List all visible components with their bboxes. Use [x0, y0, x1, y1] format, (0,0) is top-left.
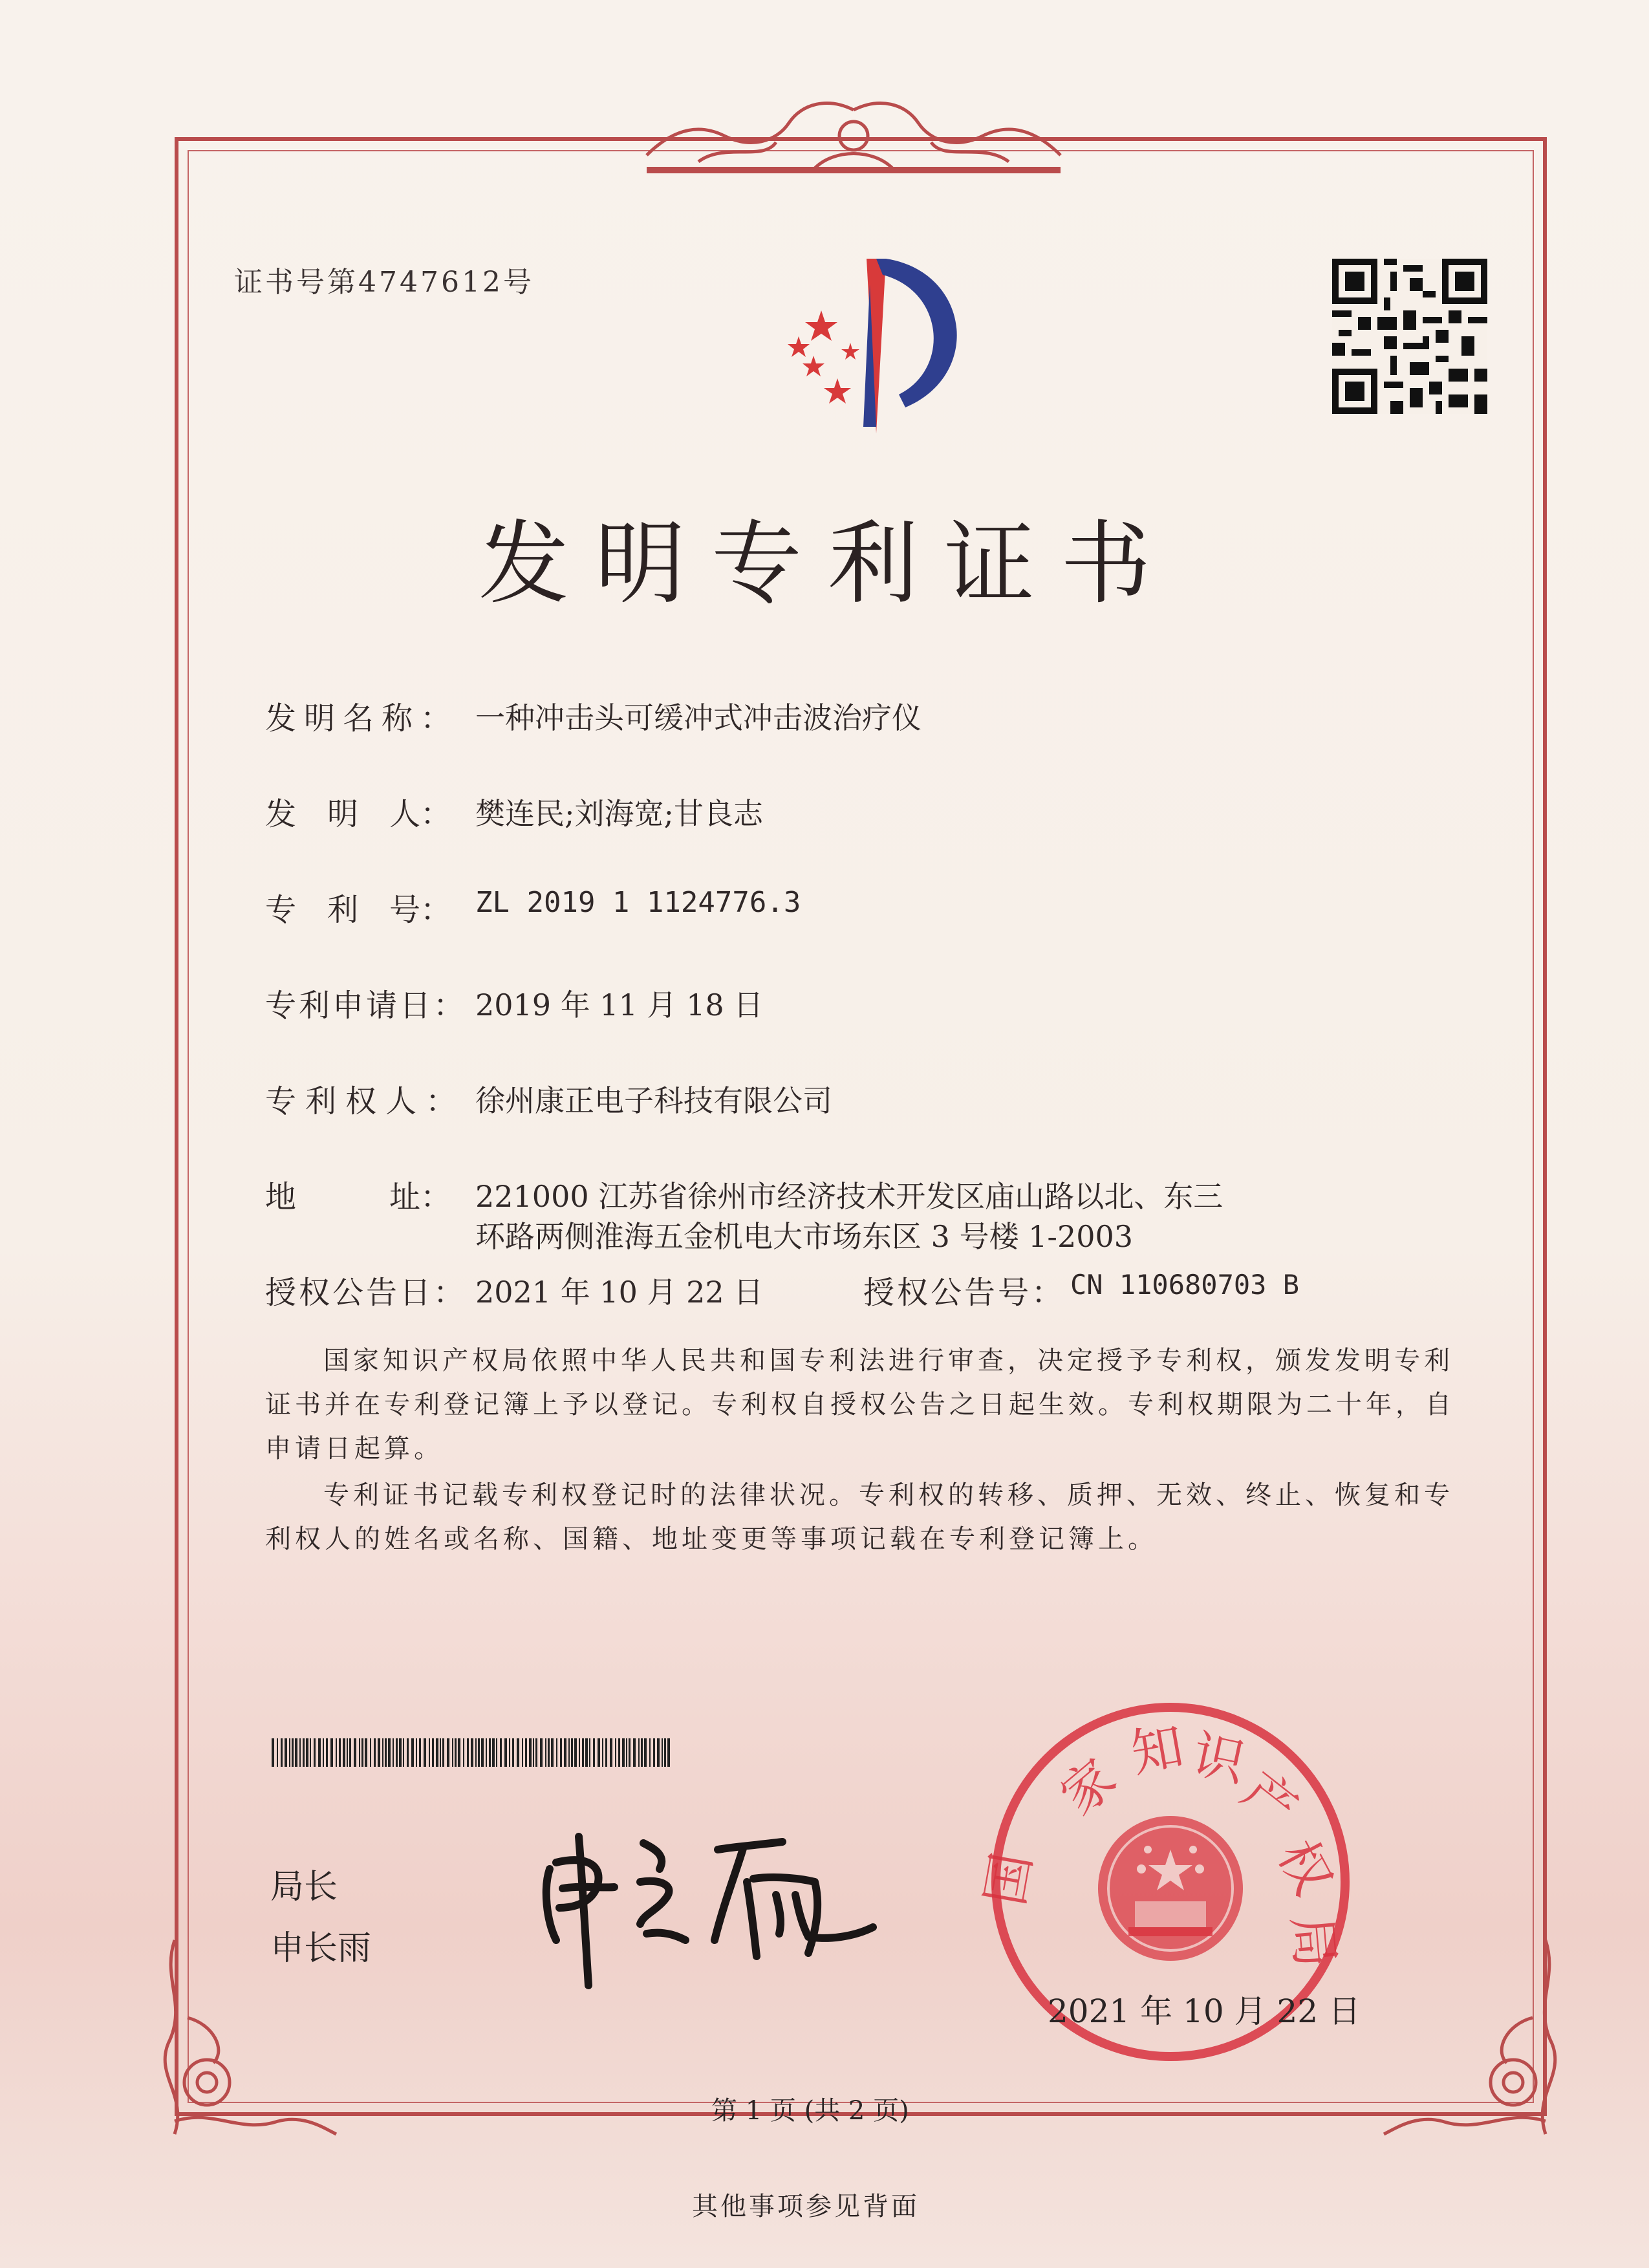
inventor-value: 樊连民;刘海宽;甘良志 [475, 796, 763, 831]
barcode-bar [393, 1738, 394, 1767]
barcode-bar [463, 1738, 464, 1767]
barcode-bar [378, 1738, 380, 1767]
barcode-bar [598, 1738, 600, 1767]
announcement-number-label: 授权公告号： [863, 1275, 1066, 1311]
barcode-bar [481, 1738, 484, 1767]
invention-name-label: 发明名称： [265, 700, 460, 737]
barcode-bar [458, 1738, 460, 1767]
barcode-bar [667, 1738, 670, 1767]
barcode-bar [416, 1738, 417, 1767]
barcode-bar [540, 1738, 543, 1767]
barcode-bar [512, 1738, 514, 1767]
director-name: 申长雨 [270, 1929, 372, 1968]
barcode-bar [517, 1738, 519, 1767]
address-label: 地 址： [265, 1179, 452, 1215]
barcode-bar [407, 1738, 409, 1767]
barcode-bar [347, 1738, 348, 1767]
barcode-bar [475, 1738, 477, 1767]
barcode-bar [281, 1738, 283, 1767]
barcode-icon [272, 1738, 673, 1767]
barcode-bar [432, 1738, 434, 1767]
barcode-bar [657, 1738, 660, 1767]
barcode-bar [339, 1738, 341, 1767]
barcode-bar [310, 1738, 311, 1767]
application-date-label: 专利申请日： [265, 988, 468, 1024]
application-date-value: 2019 年 11 月 18 日 [475, 988, 764, 1022]
paragraph-1-line-3: 申请日起算。 [265, 1434, 444, 1463]
bottom-right-ornament [1377, 1927, 1571, 2147]
seal-char-3: 识 [1187, 1723, 1251, 1794]
barcode-bar [349, 1738, 351, 1767]
barcode-bar [560, 1738, 562, 1767]
back-note: 其他事项参见背面 [692, 2192, 920, 2221]
paragraph-1-line-1: 国家知识产权局依照中华人民共和国专利法进行审查，决定授予专利权，颁发发明专利 [323, 1346, 1454, 1376]
barcode-bar [388, 1738, 391, 1767]
barcode-bar [653, 1738, 655, 1767]
announcement-date-value: 2021 年 10 月 22 日 [475, 1275, 764, 1310]
barcode-bar [662, 1738, 663, 1767]
barcode-bar [447, 1738, 449, 1767]
barcode-bar [622, 1738, 625, 1767]
barcode-bar [492, 1738, 495, 1767]
barcode-bar [533, 1738, 534, 1767]
barcode-bar [529, 1738, 532, 1767]
barcode-bar [277, 1738, 278, 1767]
barcode-bar [440, 1738, 441, 1767]
barcode-bar [343, 1738, 345, 1767]
barcode-bar [582, 1738, 584, 1767]
barcode-bar [545, 1738, 546, 1767]
patentee-value: 徐州康正电子科技有限公司 [475, 1083, 832, 1118]
seal-char-1: 家 [1049, 1747, 1128, 1827]
address-line-1: 221000 江苏省徐州市经济技术开发区庙山路以北、东三 [475, 1179, 1223, 1214]
paragraph-2-line-1: 专利证书记载专利权登记时的法律状况。专利权的转移、质押、无效、终止、恢复和专 [323, 1480, 1454, 1510]
barcode-bar [336, 1738, 337, 1767]
barcode-bar [452, 1738, 453, 1767]
barcode-bar [535, 1738, 537, 1767]
barcode-bar [602, 1738, 603, 1767]
barcode-bar [585, 1738, 588, 1767]
seal-char-2: 知 [1126, 1716, 1189, 1784]
inventor-label: 发 明 人： [265, 796, 452, 832]
barcode-bar [509, 1738, 510, 1767]
barcode-bar [593, 1738, 595, 1767]
barcode-bar [429, 1738, 430, 1767]
barcode-bar [633, 1738, 636, 1767]
barcode-bar [419, 1738, 421, 1767]
page-title: 发明专利证书 [479, 512, 1178, 617]
top-ornament [621, 91, 1086, 188]
barcode-bar [424, 1738, 426, 1767]
barcode-bar [548, 1738, 550, 1767]
seal-char-6: 局 [1281, 1913, 1346, 1971]
handwritten-signature [530, 1811, 879, 1992]
barcode-bar [478, 1738, 480, 1767]
barcode-bar [354, 1738, 356, 1767]
barcode-bar [272, 1738, 274, 1767]
barcode-bar [289, 1738, 290, 1767]
barcode-bar [638, 1738, 640, 1767]
barcode-bar [610, 1738, 612, 1767]
qr-code-icon [1332, 259, 1487, 414]
barcode-bar [551, 1738, 554, 1767]
seal-char-0: 国 [975, 1848, 1043, 1910]
barcode-bar [467, 1738, 469, 1767]
barcode-bar [571, 1738, 573, 1767]
barcode-bar [403, 1738, 404, 1767]
barcode-bar [292, 1738, 294, 1767]
page-indicator: 第 1 页 (共 2 页) [711, 2096, 909, 2126]
barcode-bar [396, 1738, 398, 1767]
seal-date: 2021 年 10 月 22 日 [1048, 1993, 1361, 2030]
barcode-bar [326, 1738, 328, 1767]
barcode-bar [299, 1738, 301, 1767]
barcode-bar [471, 1738, 473, 1767]
barcode-bar [370, 1738, 371, 1767]
paragraph-1-line-2: 证书并在专利登记簿上予以登记。专利权自授权公告之日起生效。专利权期限为二十年，自 [265, 1390, 1455, 1420]
barcode-bar [649, 1738, 651, 1767]
barcode-bar [303, 1738, 305, 1767]
barcode-bar [399, 1738, 402, 1767]
barcode-bar [455, 1738, 457, 1767]
barcode-bar [496, 1738, 497, 1767]
barcode-bar [285, 1738, 287, 1767]
certificate-number: 证书号第4747612号 [234, 266, 534, 299]
announcement-number-value: CN 110680703 B [1070, 1269, 1300, 1301]
barcode-bar [579, 1738, 580, 1767]
address-line-2: 环路两侧淮海五金机电大市场东区 3 号楼 1-2003 [475, 1219, 1134, 1254]
patent-number-value: ZL 2019 1 1124776.3 [475, 886, 801, 919]
director-title: 局长 [270, 1868, 338, 1906]
patentee-label: 专利权人： [265, 1083, 466, 1119]
barcode-bar [486, 1738, 487, 1767]
paragraph-2-line-2: 利权人的姓名或名称、国籍、地址变更等事项记载在专利登记簿上。 [265, 1524, 1158, 1554]
barcode-bar [314, 1738, 316, 1767]
barcode-bar [589, 1738, 590, 1767]
barcode-bar [626, 1738, 627, 1767]
barcode-bar [361, 1738, 363, 1767]
barcode-bar [644, 1738, 647, 1767]
barcode-bar [522, 1738, 523, 1767]
barcode-bar [330, 1738, 333, 1767]
barcode-bar [664, 1738, 666, 1767]
barcode-bar [564, 1738, 566, 1767]
barcode-bar [359, 1738, 360, 1767]
barcode-bar [489, 1738, 491, 1767]
barcode-bar [385, 1738, 387, 1767]
barcode-bar [411, 1738, 414, 1767]
barcode-bar [500, 1738, 502, 1767]
barcode-bar [504, 1738, 507, 1767]
announcement-date-label: 授权公告日： [265, 1275, 468, 1311]
barcode-bar [436, 1738, 438, 1767]
barcode-bar [574, 1738, 577, 1767]
seal-char-5: 权 [1266, 1830, 1344, 1905]
barcode-bar [525, 1738, 527, 1767]
barcode-bar [295, 1738, 297, 1767]
barcode-bar [382, 1738, 383, 1767]
barcode-bar [629, 1738, 630, 1767]
barcode-bar [323, 1738, 324, 1767]
barcode-bar [318, 1738, 321, 1767]
seal-char-4: 产 [1231, 1760, 1309, 1840]
barcode-bar [365, 1738, 367, 1767]
barcode-bar [641, 1738, 643, 1767]
barcode-bar [618, 1738, 620, 1767]
barcode-bar [306, 1738, 308, 1767]
patent-number-label: 专 利 号： [265, 892, 452, 928]
cnipa-logo-icon [737, 246, 983, 440]
barcode-bar [442, 1738, 444, 1767]
barcode-bar [615, 1738, 616, 1767]
invention-name-value: 一种冲击头可缓冲式冲击波治疗仪 [475, 700, 921, 735]
barcode-bar [568, 1738, 570, 1767]
barcode-bar [605, 1738, 607, 1767]
barcode-bar [556, 1738, 557, 1767]
barcode-bar [374, 1738, 376, 1767]
